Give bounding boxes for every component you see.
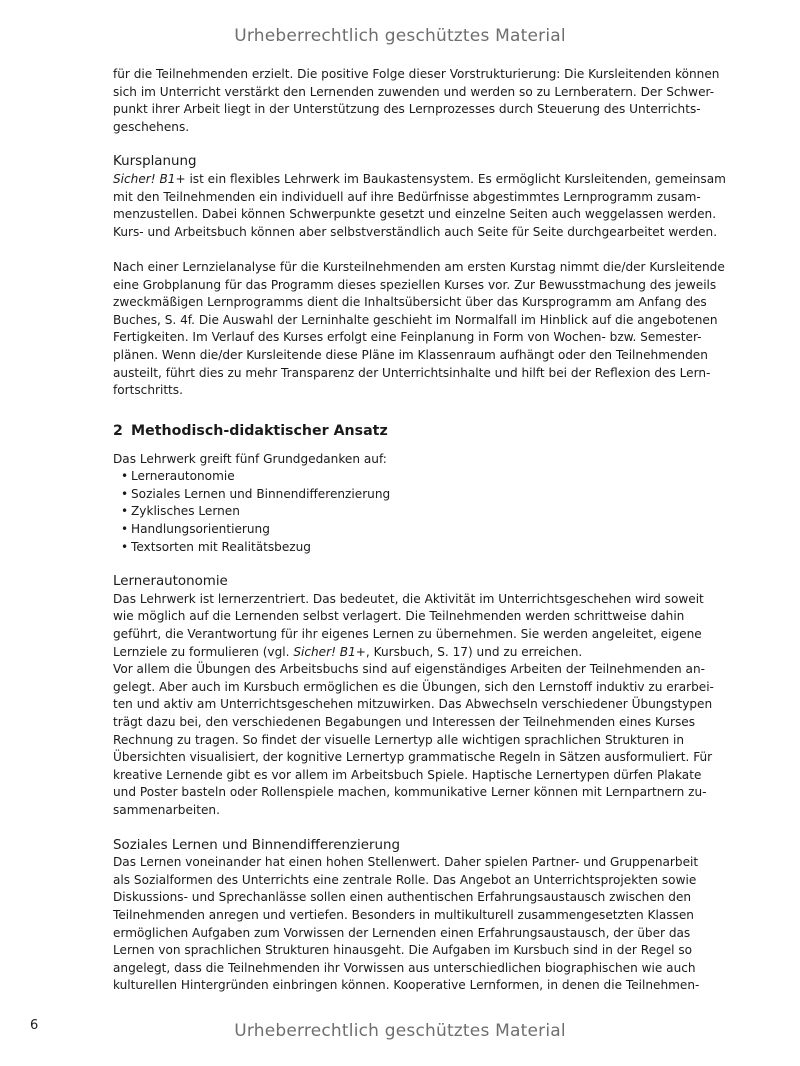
section-number: 2 xyxy=(113,422,123,439)
text-line: und Poster basteln oder Rollenspiele machen, kommunikative Lerner können mit Lernpartnern zu- xyxy=(113,785,707,800)
text-line: austeilt, führt dies zu mehr Transparenz der Unterrichtsinhalte und hilft bei der Reflexion des Lern- xyxy=(113,365,711,380)
text-line: für die Teilnehmenden erzielt. Die positive Folge dieser Vorstrukturierung: Die Kursleitenden können xyxy=(113,67,720,81)
watermark-bottom: Urheberrechtlich geschütztes Material xyxy=(234,1021,566,1041)
bullet-icon: • xyxy=(121,486,129,501)
text-line: kreative Lernende gibt es vor allem im Arbeitsbuch Spiele. Haptische Lernertypen dürfen Plakate xyxy=(113,767,702,782)
section-2-intro xyxy=(113,451,693,469)
text-line: geschehens. xyxy=(113,119,190,134)
lernerautonomie-paragraph xyxy=(113,591,714,820)
section-2-heading xyxy=(113,421,693,441)
text-line: Kurs- und Arbeitsbuch können aber selbstverständlich auch Seite für Seite durchgearbeitet werden. xyxy=(113,224,718,239)
bullet-icon: • xyxy=(121,522,129,537)
text-span: Lernziele zu formulieren (vgl. xyxy=(113,644,294,659)
list-item-label: Handlungsorientierung xyxy=(131,522,270,537)
list-item xyxy=(113,521,693,539)
text-line: sich im Unterricht verstärkt den Lernenden zuwenden und werden so zu Lernberatern. Der Schwer- xyxy=(113,84,715,99)
list-item xyxy=(113,468,693,486)
soziales-lernen-paragraph xyxy=(113,854,700,995)
text-line: wie möglich auf die Lernenden selbst verlagert. Die Teilnehmenden werden schrittweise dahin xyxy=(113,609,685,624)
text-line: Rechnung zu tragen. So findet der visuelle Lernertyp alle wichtigen sprachlichen Strukturen in xyxy=(113,732,685,747)
text-line: geführt, die Verantwortung für ihr eigenes Lernen zu übernehmen. Sie werden angeleitet, eigene xyxy=(113,627,702,642)
text-line: Übersichten visualisiert, der kognitive Lernertyp grammatische Regeln in Sätzen ausformuliert. Für xyxy=(113,750,713,765)
text-line: punkt ihrer Arbeit liegt in der Unterstützung des Lernprozesses durch Steuerung des Unterrichts- xyxy=(113,102,701,117)
text-line: Teilnehmenden anregen und vertiefen. Besonders in multikulturell zusammengesetzten Klassen xyxy=(113,907,694,922)
text-line: Vor allem die Übungen des Arbeitsbuchs sind auf eigenständiges Arbeiten der Teilnehmenden an- xyxy=(113,662,705,677)
list-item-label: Lernerautonomie xyxy=(131,469,235,484)
list-item xyxy=(113,539,693,557)
text-line: Das Lernen voneinander hat einen hohen Stellenwert. Daher spielen Partner- und Gruppenarbeit xyxy=(113,855,699,870)
list-item-label: Soziales Lernen und Binnendifferenzierung xyxy=(131,486,391,501)
text-line: Fertigkeiten. Im Verlauf des Kurses erfolgt eine Feinplanung in Form von Wochen- bzw. Semester- xyxy=(113,330,702,345)
list-item xyxy=(113,486,693,504)
text-line: sammenarbeiten. xyxy=(113,802,220,817)
page-content xyxy=(113,66,726,995)
text-line: Das Lehrwerk ist lernerzentriert. Das bedeutet, die Aktivität im Unterrichtsgeschehen wird soweit xyxy=(113,591,704,606)
heading-kursplanung: Kursplanung xyxy=(113,154,197,170)
text-span: ist ein flexibles Lehrwerk im Baukastensystem. Es ermöglicht Kursleitenden, gemeinsam xyxy=(185,171,726,186)
text-line: angelegt, dass die Teilnehmenden ihr Vorwissen aus unterschiedlichen biographischen wie auch xyxy=(113,960,696,975)
bullet-icon: • xyxy=(121,469,129,484)
intro-paragraph xyxy=(113,66,720,136)
text-line: trägt dazu bei, den verschiedenen Begabungen und Interessen der Teilnehmenden eines Kurses xyxy=(113,715,696,729)
bullet-icon: • xyxy=(121,504,129,519)
heading-lernerautonomie: Lernerautonomie xyxy=(113,574,228,590)
text-line: fortschritts. xyxy=(113,383,183,398)
book-title: Sicher! B1+ xyxy=(293,644,366,659)
text-line: plänen. Wenn die/der Kursleitende diese Pläne im Klassenraum aufhängt oder den Teilnehmenden xyxy=(113,347,708,362)
section-title: Methodisch-didaktischer Ansatz xyxy=(131,422,388,439)
text-line: Lernen von sprachlichen Strukturen hinausgeht. Die Aufgaben im Kursbuch sind in der Regel so xyxy=(113,943,693,958)
list-item-label: Textsorten mit Realitätsbezug xyxy=(131,539,311,554)
text-line: Diskussions- und Sprechanlässe sollen einen authentischen Erfahrungsaustausch zwischen den xyxy=(113,890,692,905)
text-line: als Sozialformen des Unterrichts eine zentrale Rolle. Das Angebot an Unterrichtsprojekten sowie xyxy=(113,872,697,887)
kursplanung-paragraph-2 xyxy=(113,259,725,400)
kursplanung-paragraph-1 xyxy=(113,171,726,241)
text-line: Nach einer Lernzielanalyse für die Kursteilnehmenden am ersten Kurstag nimmt die/der Kursleitende xyxy=(113,259,725,274)
text-line: Das Lehrwerk greift fünf Grundgedanken auf: xyxy=(113,451,387,466)
principles-list xyxy=(113,468,693,556)
text-line xyxy=(113,644,693,662)
list-item xyxy=(113,503,693,521)
text-line: menzustellen. Dabei können Schwerpunkte gesetzt und einzelne Seiten auch weggelassen werden. xyxy=(113,207,717,222)
book-title: Sicher! B1+ xyxy=(113,171,186,186)
text-line: gelegt. Aber auch im Kursbuch ermöglichen es die Übungen, sich den Lernstoff induktiv zu erarbei- xyxy=(113,679,714,694)
text-line: zweckmäßigen Lernprogramms dient die Inhaltsübersicht über das Kursprogramm am Anfang des xyxy=(113,295,707,310)
text-line: mit den Teilnehmenden ein individuell auf ihre Bedürfnisse abgestimmtes Lernprogramm zusam- xyxy=(113,189,701,204)
heading-soziales-lernen: Soziales Lernen und Binnendifferenzierung xyxy=(113,837,400,853)
page-number: 6 xyxy=(30,1018,39,1033)
watermark-top: Urheberrechtlich geschütztes Material xyxy=(234,26,566,46)
text-span: , Kursbuch, S. 17) und zu erreichen. xyxy=(365,644,583,659)
text-line xyxy=(113,171,726,189)
bullet-icon: • xyxy=(121,539,129,554)
text-line: ten und aktiv am Unterrichtsgeschehen mitzuwirken. Das Abwechseln verschiedener Übungstypen xyxy=(113,697,713,712)
text-line: kulturellen Hintergründen einbringen können. Kooperative Lernformen, in denen die Teilnehmen- xyxy=(113,978,700,993)
list-item-label: Zyklisches Lernen xyxy=(131,504,240,519)
text-line: ermöglichen Aufgaben zum Vorwissen der Lernenden einen Erfahrungsaustausch, der über das xyxy=(113,925,691,940)
text-line: eine Grobplanung für das Programm dieses speziellen Kurses vor. Zur Bewusstmachung des jeweils xyxy=(113,277,717,292)
text-line: Buches, S. 4f. Die Auswahl der Lerninhalte geschieht im Normalfall im Hinblick auf die angebotenen xyxy=(113,312,718,327)
